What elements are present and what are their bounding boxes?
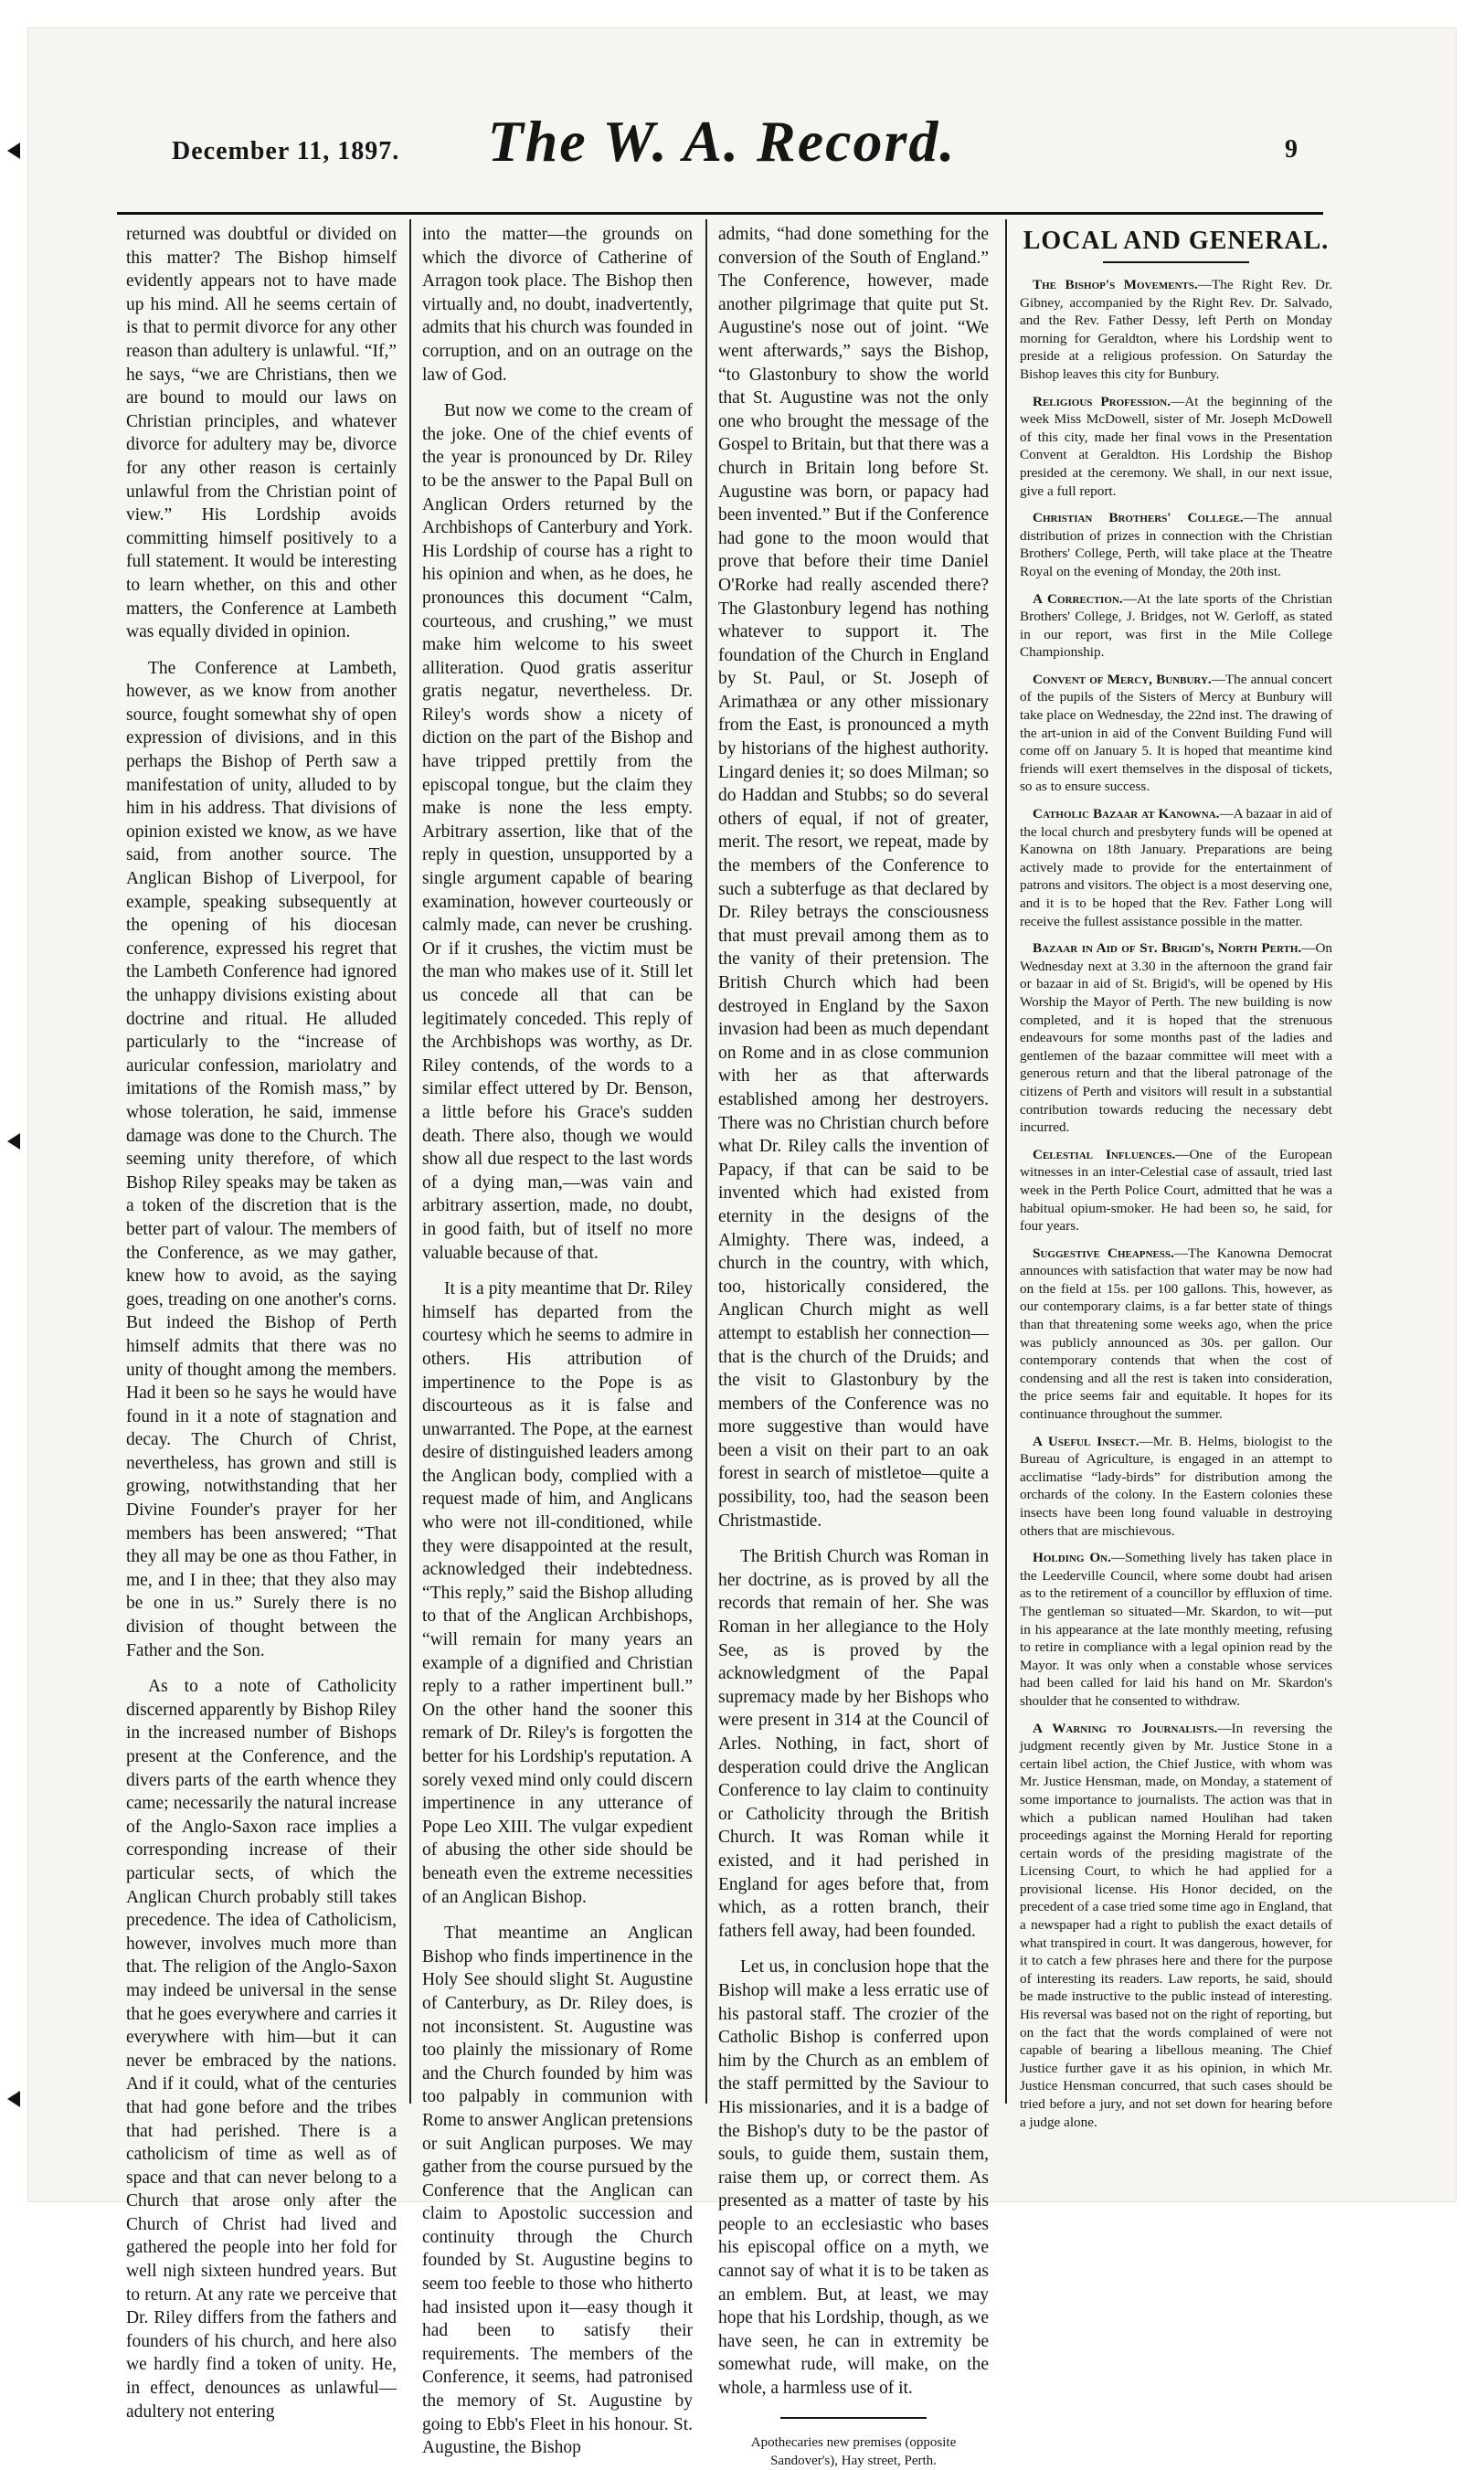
news-item [1020,276,1332,384]
news-item [1020,1146,1332,1235]
news-item [1020,393,1332,501]
masthead-rule [117,212,1323,215]
article-column-1 [126,223,397,2422]
section-rule [1103,261,1249,263]
column-divider [409,219,411,2104]
arrow-pin-icon [7,143,20,159]
article-paragraph: That meantime an Anglican Bishop who finds impertinence in the Holy See should slight St. Augustine of Canterbury, as Dr. Riley does, is not inconsistent. St. Augustine was too plainly the missionary of Rome and the Church founded by him was too palpably in communion with Rome to answer Anglican pretensions or suit Anglican purposes. We may gather from the course pursued by the Conference that the Anglican can claim to Apostolic succession and continuity through the Church founded by St. Augustine begins to seem too feeble to those who hitherto had insisted upon it—easy though it had been to satisfy their requirements. The members of the Conference, it seems, had patronised the memory of St. Augustine by going to Ebb's Fleet in his honour. St. Augustine, the Bishop [422,1924,693,2458]
news-item [1020,1433,1332,1541]
article-paragraph: The Conference at Lambeth, however, as we know from another source, fought somewhat shy of open expression of divisions, and in this perhaps the Bishop of Perth saw a manifestation of unity, alluded to by him in his address. That divisions of opinion existed we know, as we have said, from another source. The Anglican Bishop of Liverpool, for example, speaking subsequently at the opening of his diocesan conference, expressed his regret that the Lambeth Conference had ignored the unhappy divisions existing about doctrine and ritual. He alluded particularly to the “increase of auricular confession, mariolatry and imitations of the Romish mass,” by whose toleration, he said, immense damage was done to the Church. The seeming unity therefore, of which Bishop Riley speaks may be taken as a token of the discretion that is the better part of valour. The members of the Conference, as we may gather, knew how to avoid, as the saying goes, treading on one another's corns. But indeed the Bishop of Perth himself admits that there was no unity of thought among the members. Had it been so he says he would have found in it a note of stagnation and decay. The Church of Christ, nevertheless, has grown and still is growing, notwithstanding that her Divine Founder's prayer for her members has been answered; “That they all may be one as thou Father, in me, and I in thee; that they also may be one in us.” Surely there is no division of thought between the Father and the Son. [126,658,397,1660]
section-title: LOCAL AND GENERAL. [1023,227,1330,255]
article-column-3 [718,223,989,2468]
news-item-text: —The annual concert of the pupils of the Sisters of Mercy at Bunbury will take place on Wednesday, the 22nd inst. The drawing of the art-union in aid of the Convent Building Fund will come off on January 5. It is hoped that meantime kind friends will exert themselves in the disposal of tickets, so as to ensure success. [1020,671,1332,795]
article-paragraph: returned was doubtful or divided on this matter? The Bishop himself evidently appears not to have made up his mind. All he seems certain of is that to permit divorce for any other reason than adultery is unlawful. “If,” he says, “we are Christians, then we are bound to mould our laws on Christian principles, and whatever divorce for adultery may be, divorce for any other reason is certainly unlawful from the Christian point of view.” His Lordship avoids committing himself positively to a full statement. It would be interesting to learn whether, on this and other matters, the Conference at Lambeth was equally divided in opinion. [126,225,397,642]
article-end-rule [780,2417,927,2419]
arrow-pin-icon [7,1133,20,1150]
news-item-heading: Christian Brothers' College. [1033,510,1244,526]
article-paragraph: into the matter—the grounds on which the divorce of Catherine of Arragon took place. The Bishop then virtually and, no doubt, inadvertently, admits that his church was founded in corruption, and on an outrage on the law of God. [422,225,693,385]
newspaper-title: The W. A. Record. [487,109,957,174]
news-item [1020,590,1332,662]
news-item-text: —At the late sports of the Christian Brothers' College, J. Bridges, not W. Gerloff, as stated in our report, was first in the Mile College Championship. [1020,590,1332,661]
news-item-heading: Convent of Mercy, Bunbury. [1033,671,1212,687]
news-item [1020,1549,1332,1710]
news-item-text: —Mr. B. Helms, biologist to the Bureau of Agriculture, is engaged in an attempt to acclimatise “lady-birds” for distribution among the orchards of the colony. In the Eastern colonies these insects have been long found valuable in destroying others that are mischievous. [1020,1433,1332,1539]
arrow-pin-icon [7,2091,20,2107]
news-item-heading: A Useful Insect. [1033,1433,1140,1449]
news-item-heading: Religious Profession. [1033,393,1171,409]
article-paragraph: But now we come to the cream of the joke. One of the chief events of the year is pronounced by Dr. Riley to be the answer to the Papal Bull on Anglican Orders returned by the Archbishops of Canterbury and York. His Lordship of course has a right to his opinion and when, as he does, he pronounces this document “Calm, courteous, and crushing,” we must make him welcome to his sweet alliteration. Quod gratis asseritur gratis negatur, nevertheless. Dr. Riley's words show a nicety of diction on the part of the Bishop and have tripped prettily from the episcopal tongue, but the claim they make is none the less empty. Arbitrary assertion, like that of the reply in question, unsupported by a single argument capable of bearing examination, however courteously or calmly made, can never be crushing. Or if it crushes, the victim must be the man who makes use of it. Still let us concede all that can be legitimately conceded. This reply of the Archbishops was worthy, as Dr. Riley contends, of the words to a similar effect uttered by Dr. Benson, a little before his Grace's sudden death. There also, though we would show all due respect to the last words of a dying man,—was vain and arbitrary assertion, made, no doubt, in good faith, but of itself no more valuable because of that. [422,401,693,1263]
news-item-text: —The Kanowna Democrat announces with satisfaction that water may be now had on the field at 15s. per 100 gallons. This, however, as our contemporary claims, is a far better state of things than that threatening some weeks ago, when the price was publicly announced as 30s. per gallon. Our contemporary contends that when the cost of condensing and all the rest is taken into consideration, the price seems fair and equitable. It hopes for its continuance throughout the summer. [1020,1245,1332,1423]
news-item-text: —A bazaar in aid of the local church and presbytery funds will be opened at Kanowna on 18th January. Preparations are being actively made to provide for the entertainment of patrons and visitors. The object is a most deserving one, and it is to be hoped that the Rev. Father Long will receive the fullest assistance possible in the matter. [1020,806,1332,929]
news-item-heading: A Correction. [1033,590,1123,607]
news-item-heading: Bazaar in Aid of St. Brigid's, North Perth. [1033,940,1302,957]
news-item-text: —In reversing the judgment recently given by Mr. Justice Stone in a certain libel action, the Chief Justice, with whom was Mr. Justice Hensman, made, on Monday, a statement of some importance to journalists. The action was that in which a publican named Houlihan had taken proceedings against the Morning Herald for reporting certain words of the presiding magistrate of the Licensing Court, to which he had applied for a provisional license. His Honor decided, on the precedent of a case tried some time ago in England, that a newspaper had a right to publish the exact details of what transpired in court. It was dangerous, however, for it to catch a few phrases here and there for the purpose of interesting its readers. Law reports, he said, should be made instructive to the public instead of interesting. His reversal was based not on the right of reporting, but on the fact that the words complained of were not capable of bearing a libellous meaning. The Chief Justice further gave it as his opinion, in which Mr. Justice Hensman concurred, that such cases should be tried before a jury, and not set down for hearing before a judge alone. [1020,1720,1332,2130]
news-item-heading: The Bishop's Movements. [1033,277,1198,292]
news-item [1020,509,1332,580]
news-item-heading: Catholic Bazaar at Kanowna. [1033,806,1220,822]
article-paragraph: Let us, in conclusion hope that the Bishop will make a less erratic use of his pastoral staff. The crozier of the Catholic Bishop is conferred upon him by the Church as an emblem of the staff permitted by the Saviour to His missionaries, and it is a badge of the Bishop's duty to be the pastor of souls, to guide them, sustain them, raise them up, or correct them. As presented as a matter of taste by his people to an ecclesiastic who bases his episcopal office on a myth, we cannot say of what it is to be taken as an emblem. But, at least, we may hope that his Lordship, though, as we have seen, he can in extremity be somewhat rude, will make, on the whole, a harmless use of it. [718,1957,989,2399]
article-paragraph: It is a pity meantime that Dr. Riley himself has departed from the courtesy which he seems to admire in others. His attribution of impertinence to the Pope is as discourteous as it is false and unwarranted. The Pope, at the earnest desire of distinguished leaders among the Anglican body, complied with a request made of him, and Anglicans who were not ill-conditioned, while they were disappointed at the result, acknowledged their indebtedness. “This reply,” said the Bishop alluding to that of the Anglican Archbishops, “will remain for many years an example of a dignified and Christian reply to a rather impertinent bull.” On the other hand the sooner this remark of Dr. Riley's is forgotten the better for his Lordship's reputation. A sorely vexed mind only could discern impertinence in any utterance of Pope Leo XIII. The vulgar expedient of abusing the other side should be beneath even the extreme necessities of an Anglican Bishop. [422,1279,693,1907]
news-item [1020,805,1332,930]
article-paragraph: As to a note of Catholicity discerned apparently by Bishop Riley in the increased number of Bishops present at the Conference, and the divers parts of the earth whence they came; necessarily the natural increase of the Anglo-Saxon race implies a corresponding increase of their particular sects, of which the Anglican Church probably still takes precedence. The idea of Catholicism, however, involves much more than that. The religion of the Anglo-Saxon may indeed be universal in the sense that he goes everywhere and carries it everywhere with him—but it can never be embraced by the nations. And if it could, what of the centuries that had gone before and the tribes that had perished. There is a catholicism of time as well as of space and that can never belong to a Church that arose only after the Church of Christ had lived and gathered the people into her fold for well nigh sixteen hundred years. But to return. At any rate we perceive that Dr. Riley differs from the fathers and founders of his church, and here also we hardly find a token of unity. He, in effect, denounces as unlawful—adultery not entering [126,1677,397,2422]
advertisement: Apothecaries new premises (opposite Sandover's), Hay street, Perth. [750,2434,957,2468]
news-item-heading: Celestial Influences. [1033,1146,1176,1162]
column-divider [705,219,707,2104]
news-item [1020,1245,1332,1424]
news-item-text: —Something lively has taken place in the Leederville Council, where some doubt had arisen as to the retirement of a councillor by effluxion of time. The gentleman so situated—Mr. Skardon, to wit—put in his appearance at the late monthly meeting, refusing to retire in compliance with a legal opinion read by the Mayor. It was only when a constable whose services had been called for laid his hand on Mr. Skardon's shoulder that he consented to withdraw. [1020,1550,1332,1709]
page-number: 9 [1285,135,1298,164]
local-general-column [1020,223,1333,2130]
news-item [1020,1720,1332,2132]
news-item-heading: A Warning to Journalists. [1033,1720,1218,1736]
news-item-text: —The Right Rev. Dr. Gibney, accompanied by the Right Rev. Dr. Salvado, and the Rev. Father Dessy, left Perth on Monday morning for Geraldton, where his Lordship went to preside at a religious profession. On Saturday the Bishop leaves this city for Bunbury. [1020,277,1332,382]
news-item-text: —On Wednesday next at 3.30 in the afternoon the grand fair or bazaar in aid of St. Brigid's, will be opened by His Worship the Mayor of Perth. The new building is now completed, and it is hoped that the strenuous endeavours for some months past of the ladies and gentlemen of the bazaar committee will meet with a generous return and that the liberal patronage of the citizens of Perth and visitors will result in a substantial contribution towards reducing the necessary debt incurred. [1020,940,1332,1136]
news-item-heading: Suggestive Cheapness. [1033,1245,1174,1261]
news-item-heading: Holding On. [1033,1550,1111,1566]
news-item-text: —At the beginning of the week Miss McDowell, sister of Mr. Joseph McDowell of this city, made her final vows in the Presentation Convent at Geraldton. His Lordship the Bishop presided at the ceremony. We shall, in our next issue, give a full report. [1020,393,1332,499]
news-item-text: —The annual distribution of prizes in connection with the Christian Brothers' College, Perth, will take place at the Theatre Royal on the evening of Monday, the 20th inst. [1020,510,1332,579]
news-item-text: —One of the European witnesses in an inter-Celestial case of assault, tried last week in the Perth Police Court, admitted that he was a habitual opium-smoker. He had been so, he said, for four years. [1020,1146,1333,1235]
masthead [91,108,1352,181]
article-paragraph: admits, “had done something for the conversion of the South of England.” The Conference, however, made another pilgrimage that quite put St. Augustine's nose out of joint. “We went afterwards,” says the Bishop, “to Glastonbury to show the world that St. Augustine was not the only one who brought the message of the Gospel to Britain, but that there was a church in Britain long before St. Augustine was born, or papacy had been invented.” But if the Conference had gone to the moon would that prove that before their time Daniel O'Rorke had really ascended there? The Glastonbury legend has nothing whatever to support it. The foundation of the Church in England by St. Paul, or St. Joseph of Arimathæa or any other missionary from the East, is pronounced a myth by historians of the highest authority. Lingard denies it; so does Milman; so do Haddan and Stubbs; so do several others of equal, if not of greater, merit. The resort, we repeat, made by the members of the Conference to such a subterfuge as that declared by Dr. Riley betrays the consciousness that must prevail among them as to the vanity of their pretension. The British Church which had been destroyed in England by the Saxon invasion had been as much dependant on Rome and in as close communion with her as that afterwards established among her destroyers. There was no Christian church before what Dr. Riley calls the invention of Papacy, if that can be said to be invented which had existed from eternity in the designs of the Almighty. There was, indeed, a church in the country, with which, too, historically considered, the Anglican Church might as well attempt to establish her connection—that is the church of the Druids; and the visit to Glastonbury by the members of the Conference was no more suggestive than would have been a visit on their part to an oak forest in search of mistletoe—quite a possibility, too, had the season been Christmastide. [718,225,989,1531]
news-item [1020,939,1332,1137]
issue-date: December 11, 1897. [172,137,400,165]
article-column-2 [422,223,693,2458]
article-paragraph: The British Church was Roman in her doctrine, as is proved by all the records that remain of her. She was Roman in her allegiance to the Holy See, as is proved by the acknowledgment of the Papal supremacy made by her Bishops who were present in 314 at the Council of Arles. Nothing, in fact, short of desperation could drive the Anglican Conference to lay claim to continuity or Catholicity through the British Church. It was Roman while it existed, and it had perished in England for ages before that, from which, as a rotten branch, their fathers fell away, had been founded. [718,1547,989,1941]
column-divider [1005,219,1007,2104]
news-item [1020,671,1332,796]
